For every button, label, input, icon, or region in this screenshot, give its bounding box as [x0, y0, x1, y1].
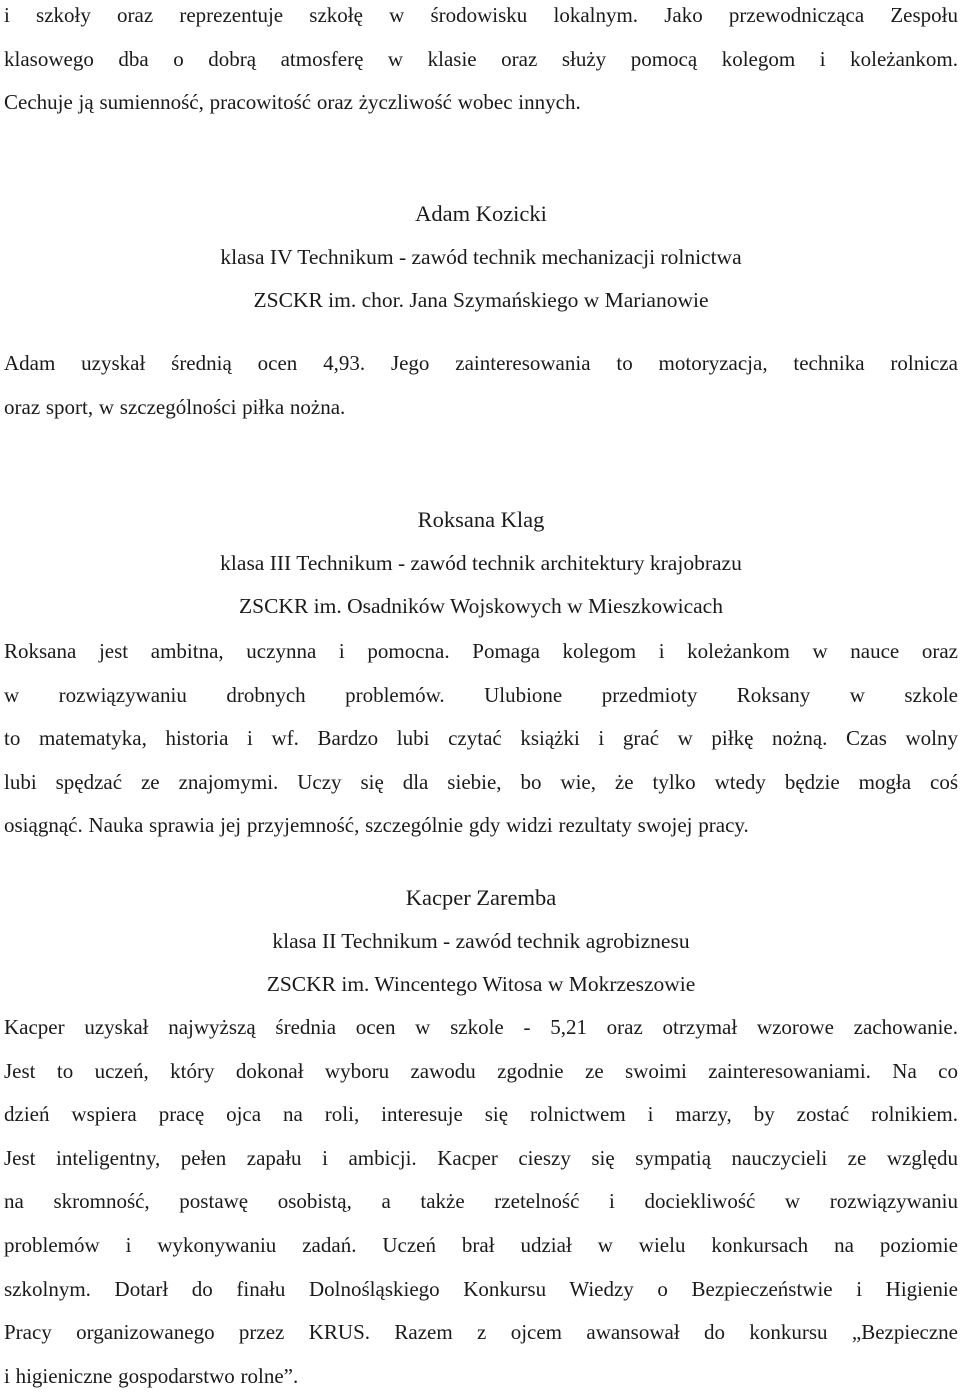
- text-line: Kacper uzyskał najwyższą średnia ocen w szkole - 5,21 oraz otrzymał wzorowe zachowanie.: [4, 1015, 958, 1039]
- text-line: Cechuje ją sumienność, pracowitość oraz życzliwość wobec innych.: [4, 90, 581, 115]
- student-description-zaremba: [4, 1006, 958, 1398]
- student-name: Roksana Klag: [417, 507, 545, 532]
- student-heading-kozicki: [4, 192, 958, 323]
- text-line: lubi spędzać ze znajomymi. Uczy się dla siebie, bo wie, że tylko wtedy będzie mogła coś: [4, 769, 958, 794]
- text-line: w rozwiązywaniu drobnych problemów. Ulubione przedmioty Roksany w szkole: [4, 682, 958, 707]
- text-line: szkolnym. Dotarł do finału Dolnośląskiego Konkursu Wiedzy o Bezpieczeństwie i Higienie: [4, 1276, 958, 1301]
- intro-paragraph: [4, 0, 958, 125]
- text-line: na skromność, postawę osobistą, a także rzetelność i dociekliwość w rozwiązywaniu: [4, 1189, 958, 1214]
- text-line: i szkoły oraz reprezentuje szkołę w środowisku lokalnym. Jako przewodnicząca Zespołu: [4, 3, 958, 27]
- text-line: Jest inteligentny, pełen zapału i ambicji. Kacper cieszy się sympatią nauczycieli ze względu: [4, 1145, 958, 1170]
- student-school: ZSCKR im. chor. Jana Szymańskiego w Marianowie: [253, 288, 709, 313]
- student-description-klag: [4, 630, 958, 848]
- text-line: osiągnąć. Nauka sprawia jej przyjemność, szczególnie gdy widzi rezultaty swojej pracy.: [4, 813, 749, 838]
- text-line: dzień wspiera pracę ojca na roli, interesuje się rolnictwem i marzy, by zostać rolnikiem.: [4, 1102, 958, 1127]
- student-description-kozicki: [4, 342, 958, 429]
- text-line: to matematyka, historia i wf. Bardzo lubi czytać książki i grać w piłkę nożną. Czas wolny: [4, 726, 958, 751]
- student-school: ZSCKR im. Osadników Wojskowych w Mieszkowicach: [239, 594, 723, 619]
- text-line: Adam uzyskał średnią ocen 4,93. Jego zainteresowania to motoryzacja, technika rolnicza: [4, 351, 958, 375]
- text-line: Jest to uczeń, który dokonał wyboru zawodu zgodnie ze swoimi zainteresowaniami. Na co: [4, 1058, 958, 1083]
- student-heading-klag: [4, 498, 958, 629]
- text-line: Roksana jest ambitna, uczynna i pomocna. Pomaga kolegom i koleżankom w nauce oraz: [4, 639, 958, 663]
- text-line: Pracy organizowanego przez KRUS. Razem z ojcem awansował do konkursu „Bezpieczne: [4, 1320, 958, 1345]
- text-line: problemów i wykonywaniu zadań. Uczeń brał udział w wielu konkursach na poziomie: [4, 1232, 958, 1257]
- student-name: Kacper Zaremba: [405, 885, 557, 910]
- student-class: klasa IV Technikum - zawód technik mechanizacji rolnictwa: [220, 244, 742, 269]
- student-class: klasa III Technikum - zawód technik architektury krajobrazu: [220, 550, 742, 575]
- student-school: ZSCKR im. Wincentego Witosa w Mokrzeszowie: [266, 972, 696, 997]
- student-class: klasa II Technikum - zawód technik agrobiznesu: [272, 928, 690, 953]
- text-line: oraz sport, w szczególności piłka nożna.: [4, 394, 346, 419]
- text-line: klasowego dba o dobrą atmosferę w klasie oraz służy pomocą kolegom i koleżankom.: [4, 46, 958, 71]
- student-heading-zaremba: [4, 876, 958, 1007]
- text-line: i higieniczne gospodarstwo rolne”.: [4, 1363, 299, 1388]
- student-name: Adam Kozicki: [415, 201, 547, 226]
